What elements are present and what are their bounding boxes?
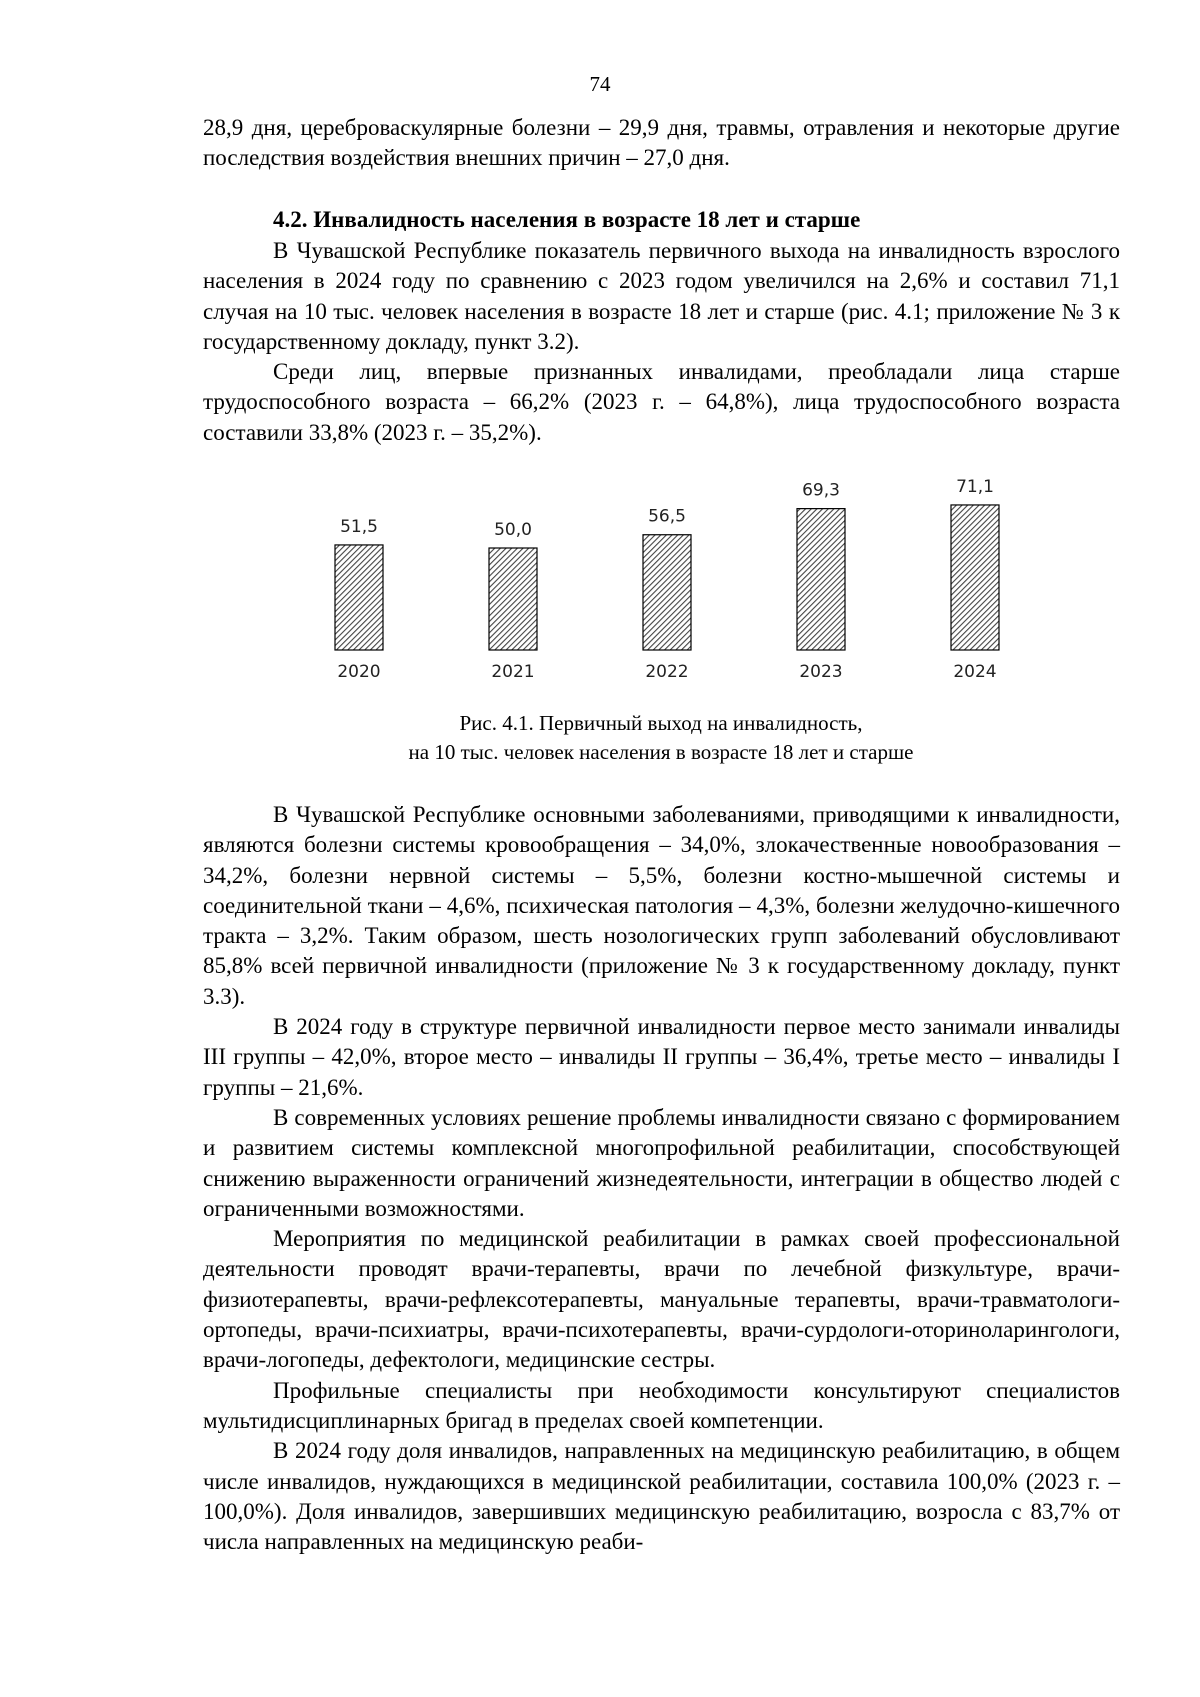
intro-paragraph: 28,9 дня, цереброваскулярные болезни – 29,9 дня, травмы, отравления и некоторые другие последствия воздействия внешних причин – 27,0 дня.: [203, 115, 1120, 171]
body-paragraph: Мероприятия по медицинской реабилитации в рамках своей профессиональной деятельности проводят врачи-терапевты, врачи по лечебной физкультуре, врачи-физиотерапевты, врачи-рефлексотерапевты, мануальные терапевты, врачи-травматологи-ортопеды, врачи-психиатры, врачи-психотерапевты, врачи-сурдологи-оториноларингологи, врачи-логопеды, дефектологи, медицинские сестры.: [203, 1226, 1120, 1373]
x-tick-label: 2021: [491, 662, 535, 682]
section-heading: 4.2. Инвалидность населения в возрасте 18 лет и старше: [273, 207, 861, 232]
intro-block: [203, 113, 1120, 174]
section-text: [203, 236, 1120, 448]
bar-chart: [300, 448, 1100, 688]
bar-2024: [951, 505, 999, 650]
bar-value-label: 69,3: [802, 480, 840, 501]
page-number: 74: [589, 72, 611, 96]
bar-2023: [797, 509, 845, 650]
body-paragraph: Профильные специалисты при необходимости консультируют специалистов мультидисциплинарных бригад в пределах своей компетенции.: [203, 1377, 1120, 1433]
body-text: [203, 800, 1120, 1557]
bar-value-label: 71,1: [956, 476, 994, 497]
bar-value-label: 51,5: [340, 516, 378, 537]
bar-2021: [489, 548, 537, 650]
body-paragraph: В 2024 году доля инвалидов, направленных на медицинскую реабилитацию, в общем числе инвалидов, нуждающихся в медицинской реабилитации, составила 100,0% (2023 г. – 100,0%). Доля инвалидов, завершивших медицинскую реабилитацию, возросла с 83,7% от числа направленных на медицинскую реаби-: [203, 1438, 1120, 1555]
x-tick-label: 2022: [645, 662, 689, 682]
body-paragraph: В 2024 году в структуре первичной инвалидности первое место занимали инвалиды III группы – 42,0%, второе место – инвалиды II группы – 36,4%, третье место – инвалиды I группы – 21,6%.: [203, 1014, 1120, 1100]
bar-value-label: 56,5: [648, 506, 686, 527]
figure-caption-line-2: на 10 тыс. человек населения в возрасте 18 лет и старше: [408, 740, 914, 764]
x-tick-label: 2023: [799, 662, 843, 682]
body-paragraph: В современных условиях решение проблемы инвалидности связано с формированием и развитием системы комплексной многопрофильной реабилитации, способствующей снижению выраженности ограничений жизнедеятельности, интеграции в общество людей с ограниченными возможностями.: [203, 1104, 1120, 1221]
bar-chart-svg: [300, 448, 1100, 688]
body-paragraph: В Чувашской Республике основными заболеваниями, приводящими к инвалидности, являются болезни системы кровообращения – 34,0%, злокачественные новообразования – 34,2%, болезни нервной системы – 5,5%, болезни костно-мышечной системы и соединительной ткани – 4,6%, психическая патология – 4,3%, болезни желудочно-кишечного тракта – 3,2%. Таким образом, шесть нозологических групп заболеваний обусловливают 85,8% всей первичной инвалидности (приложение № 3 к государственному докладу, пункт 3.3).: [203, 802, 1120, 1009]
bar-2020: [335, 545, 383, 650]
section-paragraph: В Чувашской Республике показатель первичного выхода на инвалидность взрослого населения в 2024 году по сравнению с 2023 годом увеличился на 2,6% и составил 71,1 случая на 10 тыс. человек населения в возрасте 18 лет и старше (рис. 4.1; приложение № 3 к государственному докладу, пункт 3.2).: [203, 238, 1120, 354]
bar-value-label: 50,0: [494, 520, 532, 540]
figure-caption-line-1: Рис. 4.1. Первичный выход на инвалидность,: [459, 711, 863, 735]
section-paragraph: Среди лиц, впервые признанных инвалидами, преобладали лица старше трудоспособного возраста – 66,2% (2023 г. – 64,8%), лица трудоспособного возраста составили 33,8% (2023 г. – 35,2%).: [203, 359, 1120, 445]
x-tick-label: 2020: [337, 662, 381, 682]
x-tick-label: 2024: [953, 662, 997, 682]
bar-2022: [643, 535, 691, 650]
